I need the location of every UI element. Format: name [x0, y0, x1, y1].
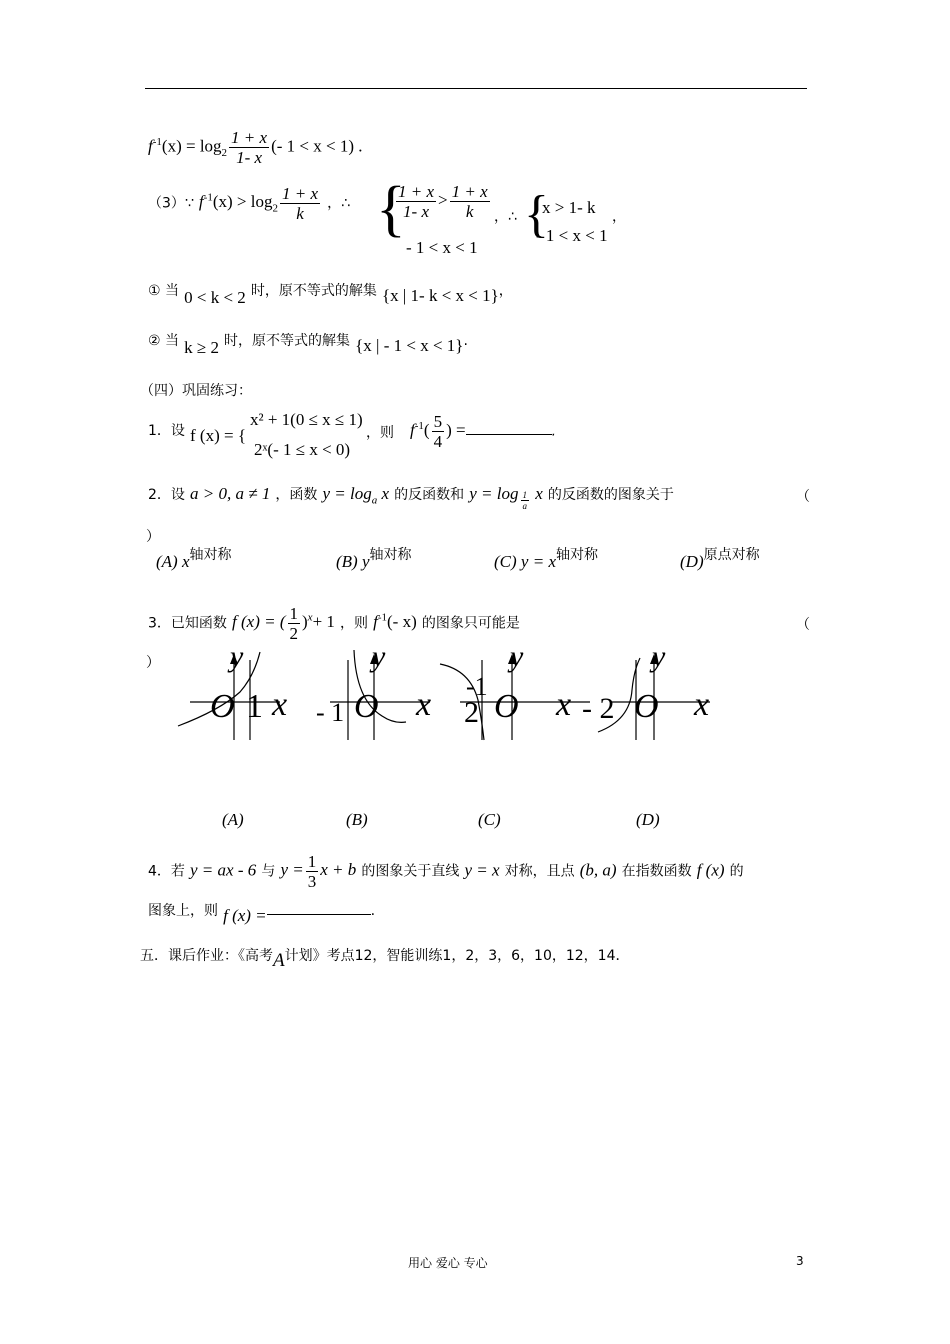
q2-option-c: (C) y = x轴对称	[494, 547, 598, 571]
question-three: 3．已知函数 f (x) = ( $\frac{1}{2}$ )$^x$+ 1 ，则 $f^{-1}(-$ x) 的图象只可能是	[148, 604, 520, 643]
graph-c-y-label: y	[510, 640, 524, 673]
graph-c-x-label: x	[556, 686, 572, 723]
question-four-line-two: 图象上，则 f (x) = .	[148, 903, 376, 925]
comma: ，	[612, 209, 626, 225]
homework-line: 五．课后作业：《高考A计划》考点12，智能训练1，2，3，6，10，12，14．	[140, 948, 630, 971]
piecewise-function: f (x) = {	[190, 426, 246, 445]
graph-d-origin-label: O	[634, 688, 659, 725]
graph-a-tick-label: 1	[246, 688, 263, 725]
graph-a-y-label: y	[230, 640, 244, 673]
q2-option-a: (A) x轴对称	[156, 547, 232, 571]
question-two: 2．设 a > 0, a ≠ 1 ，函数 $y = \log_a x$ 的反函数和 y = log $_{\frac{1}{a}}$ x 的反函数的图象关于	[148, 484, 674, 512]
piecewise-row-one: x² + 1(0 ≤ x ≤ 1)	[250, 410, 363, 429]
graph-c-tick-denominator: 2	[464, 696, 479, 729]
graph-d-caption: (D)	[636, 810, 660, 829]
footer-motto: 用心 爱心 专心	[408, 1256, 488, 1270]
q2-option-d: (D)原点对称	[680, 547, 760, 571]
header-rule	[145, 88, 807, 89]
question-one-number: 1．设	[148, 423, 185, 439]
q3-paren-open: （	[796, 617, 810, 633]
graph-b-x-label: x	[416, 686, 432, 723]
inequality-step: （3）∵ $f^{-1}(x) > \log_2$ $\frac{1 + x}{k}$ ，∴	[148, 184, 351, 223]
piecewise-row-two: 2ˣ(- 1 ≤ x < 0)	[254, 440, 351, 459]
case-one: ① 当 0 < k < 2 时，原不等式的解集 {x | 1- k < x < 1}，	[148, 283, 513, 307]
graph-c-tick-numerator: -1	[466, 672, 488, 701]
answer-paren-open: （	[796, 489, 810, 505]
case-two: ② 当 k ≥ 2 时，原不等式的解集 {x | - 1 < x < 1}.	[148, 333, 468, 357]
graph-c-caption: (C)	[478, 810, 501, 829]
graph-a-origin-label: O	[210, 688, 235, 725]
q1-inverse-value: $f^{-1}$( $\frac{5}{4}$ ) = .	[410, 412, 557, 451]
graph-a-x-label: x	[272, 686, 288, 723]
graph-d-tick-label: - 2	[582, 692, 615, 725]
q3-paren-close: ）	[146, 655, 160, 671]
graph-c-origin-label: O	[494, 688, 519, 725]
q2-option-b: (B) y轴对称	[336, 547, 412, 571]
graph-b-tick-label: - 1	[316, 698, 345, 727]
graph-d-x-label: x	[694, 686, 710, 723]
graph-b-origin-label: O	[354, 688, 379, 725]
graph-b-caption: (B)	[346, 810, 368, 829]
answer-paren-close: ）	[146, 529, 160, 545]
document-page: $f^{-1}(x) = \log_2$ $\frac{1 + x}{1- x}$ (- 1 < x < 1) . （3）∵ $f^{-1}(x) > \log_2$ $\frac{1 + x}{k}$ ，∴ { $\frac{1 + x}{1- x}$ > $\frac{1 + x}{k}$ - 1 < x < 1 ，∴ { x > 1- k - 1 < x < 1 ， ① 当 0 < k < 2 时，原不等式的解集 {x | 1- k < x < 1}， ② 当 k ≥ 2 时，原不等式的解集 {x | - 1 < x < 1}. （四）巩固练习： 1．设 f (x) = { x² + 1(0 ≤ x ≤ 1) 2ˣ(- 1 ≤ x < 0) ，则 $f^{-1}$( $\frac{5}{4}$ ) = . 2．设 a > 0, a ≠ 1 ，函数 $y = \log_a x$ 的反函数和 y = log $_{\frac{1}{a}}$ x 的反函数的图象关于 （ ） (A) x轴对称 (B) y轴对称 (C) y = x轴对称 (D)原点对称 3．已知函数 f (x) = ( $\frac{1}{2}$ )$^x$+ 1 ，则 $f^{-1}(-$ x) 的图象只可能是 （ ） y O 1 x y - 1 O x y -1 2 O x y - 2 O x (A) (B) (C) (D) 4．若 y = ax - 6 与 y = $\frac{1}{3}$ x + b 的图象关于直线 y = x 对称，且点 (b, a) 在指数函数 f (x) 的 图象上，则 f (x) = . 五．课后作业：《高考A计划》考点12，智能训练1，2，3，6，10，12，14． 用心 爱心 专心 3	[0, 0, 950, 1344]
inverse-function-result: $f^{-1}(x) = \log_2$ $\frac{1 + x}{1- x}$ (- 1 < x < 1) .	[148, 128, 363, 167]
graph-b-y-label: y	[372, 640, 386, 673]
section-four-title: （四）巩固练习：	[140, 383, 252, 399]
page-number: 3	[796, 1254, 804, 1268]
question-four: 4．若 y = ax - 6 与 y = $\frac{1}{3}$ x + b 的图象关于直线 y = x 对称，且点 (b, a) 在指数函数 f (x) 的	[148, 852, 744, 891]
therefore-symbol: ，∴	[494, 209, 517, 225]
q1-connector: ，则	[366, 425, 394, 441]
graph-d-y-label: y	[652, 640, 666, 673]
graph-a-caption: (A)	[222, 810, 244, 829]
